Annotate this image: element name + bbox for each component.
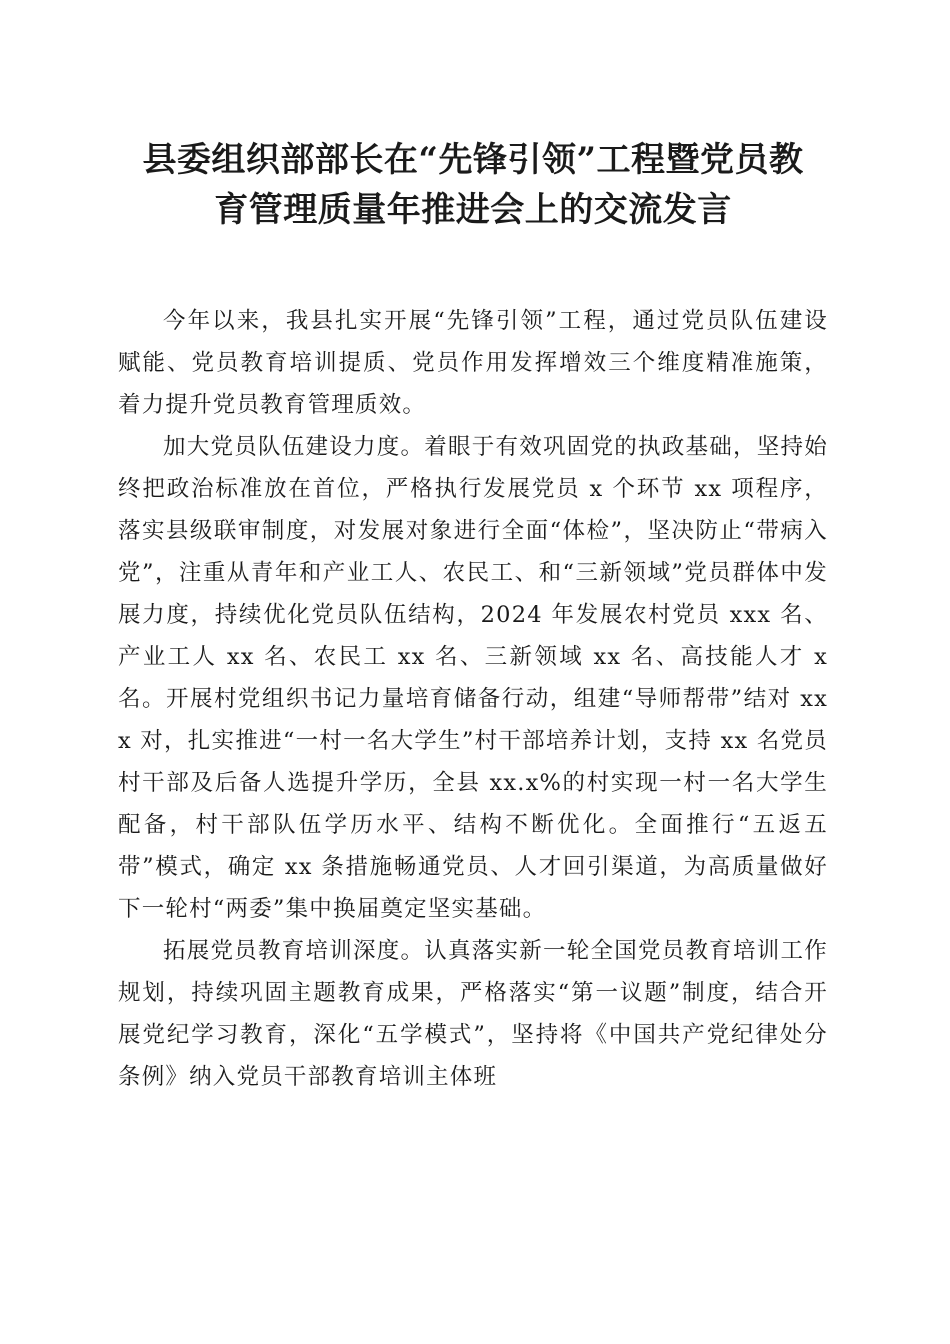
paragraph-team-building: 加大党员队伍建设力度。着眼于有效巩固党的执政基础，坚持始终把政治标准放在首位，严格执行发展党员 x 个环节 xx 项程序，落实县级联审制度，对发展对象进行全面“体检”，坚决防止“带病入党”，注重从青年和产业工人、农民工、和“三新领域”党员群体中发展力度，持续优化党员队伍结构，2024 年发展农村党员 xxx 名、产业工人 xx 名、农民工 xx 名、三新领域 xx 名、高技能人才 x 名。开展村党组织书记力量培育储备行动，组建“导师帮带”结对 xxx 对，扎实推进“一村一名大学生”村干部培养计划，支持 xx 名党员村干部及后备人选提升学历，全县 xx.x%的村实现一村一名大学生配备，村干部队伍学历水平、结构不断优化。全面推行“五返五带”模式，确定 xx 条措施畅通党员、人才回引渠道，为高质量做好下一轮村“两委”集中换届奠定坚实基础。 — [118, 434, 828, 922]
document-title-line-2: 育管理质量年推进会上的交流发言 — [214, 190, 732, 230]
document-page — [118, 135, 828, 1098]
document-title-line-1: 县委组织部部长在“先锋引领”工程暨党员教 — [142, 140, 804, 180]
paragraph-intro: 今年以来，我县扎实开展“先锋引领”工程，通过党员队伍建设赋能、党员教育培训提质、党员作用发挥增效三个维度精准施策，着力提升党员教育管理质效。 — [118, 308, 828, 418]
document-title — [118, 135, 828, 235]
document-body — [118, 300, 828, 1098]
paragraph-education-training: 拓展党员教育培训深度。认真落实新一轮全国党员教育培训工作规划，持续巩固主题教育成果，严格落实“第一议题”制度，结合开展党纪学习教育，深化“五学模式”，坚持将《中国共产党纪律处分条例》纳入党员干部教育培训主体班 — [118, 938, 828, 1090]
